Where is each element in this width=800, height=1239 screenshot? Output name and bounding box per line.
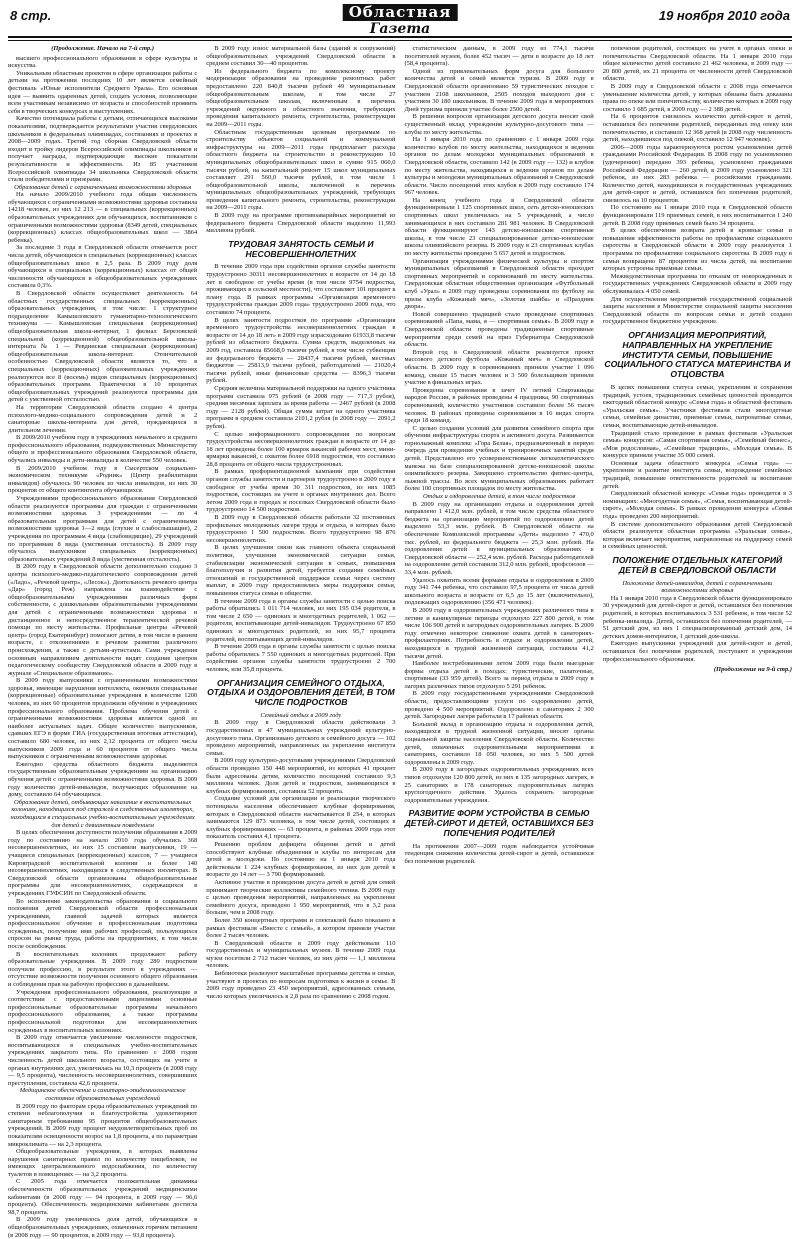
section-subheading: Отдых и оздоровление детей, в том числе подростков [422, 493, 576, 501]
logo-title: Областная [343, 4, 458, 21]
paragraph: высшего профессионального образования в сфере культуры и искусства. [8, 54, 198, 70]
paragraph: В 2009 году в оздоровительных учреждениях различного типа в летние и каникулярные периоды отдохнуло 227 800 детей, в том числе 106 900 детей в загородных оздоровительных лагерях. В 2009 году отмечено некоторое снижение охвата детей в санаториях-профилакториях. Потребность в отдыхе и оздоровлении детей, находящихся в трудной жизненной ситуации, составила 41,2 тысячи детей. [404, 606, 594, 660]
paragraph: С целью создания условий для развития семейного спорта при обучении инфраструктуры спорта и активного досуга. Развиваются горнолыжный комплекс «Гора Белая», предназначенный в первую очередь для проведения учебных и тренировочных занятий среди детей. Представлено его усовершенствование легкоатлетического манежа на базе специализированной детско-юношеской школы олимпийского резерва. Завершено строительство фитнес-центра, лыжной трассы. Во всех муниципальных образованиях работает более 100 спортивных площадок по месту жительства. [404, 424, 594, 493]
paragraph: На территории Свердловской области создано 4 центра психолого-медико-социального сопровождения детей и 2 санаторные школы-интерната для детей, нуждающихся в длительном лечении. [8, 403, 198, 434]
paragraph: Ежегодно средства областного бюджета выделяются государственным образовательным учреждениям на организацию обучения детей с ограниченными возможностями здоровья. В 2009 году количество детей-инвалидов, получающих образование на дому, составило 64 обучающихся. [8, 760, 198, 799]
paragraph: Создание условий для организации и реализации творческого потенциала населения обеспечивают клубные формирования, которых в Свердловской области насчитывается 8 254, в которых занимаются 129 873 человека, в том числе детей, состоящих в клубных формированиях — 63 процента, в районах 2009 года этот показатель составил 4,1 процента. [206, 795, 396, 841]
paragraph: Второй год в Свердловской области реализуется проект массового детского футбола «Кожаный мяч» в Свердловской области. В 2009 году в соревнованиях приняли участие 1 096 команд, свыше 15 тысяч человек и 3 500 болельщиков приняли участие в финальных играх. [404, 348, 594, 387]
section-subheading: Медицинское обеспечение и санитарно-эпидемиологическое состояние образовательных учреждений [19, 1087, 186, 1102]
paragraph: В течение 2009 года при содействии органов службы занятости трудоустроено 30311 несовершеннолетних в возрасте от 14 до 18 лет в свободное от учебы время (в том числе 9754 подростка, проживающих в сельской местности), что составляет 101 процент к плану года. В рамках программы «Организация временного трудоустройства граждан 2009 года» трудоустроено 2009 года, что составило 74 процента. [206, 263, 396, 316]
paragraph: Средняя величина материальной поддержки на одного участника программ составила 975 рублей (в 2008 году — 717,3 рубля), средняя месячная зарплата за время работы — 2467 рублей (в 2008 году — 2128 рублей). Общая сумма затрат на одного участника программ в среднем составила 2101,2 рубля (в 2008 году — 2091,2 рубля). [206, 384, 396, 430]
paragraph: В целях улучшения связи как главного объекта социальной политики, улучшения экономической ситуации семьи, стабилизации экономической ситуации в семьях, повышения благополучия и развития детей, требуется создание семейных отношений и государственной поддержки семьи через систему выплат, в 2009 году предоставлялись меры поддержки семьи, повышения статуса семьи в обществе. [206, 544, 396, 597]
paragraph: В 2009 году в Свердловской области с 2008 года отмечается уменьшение количества детей, у которых обязаны быть доказаны права по опеке или попечительству, количество которых в 2009 году составило 1 685 детей, в 2009 году — 2 388 детей. [602, 82, 792, 113]
paragraph: Одной из привлекательных форм досуга для большого количества детей и семей является туризм. В 2009 году в Свердловской области организовано 59 туристических походов с участием 2108 школьников, 2505 походов выходного дня с участием 30 180 школьников. В течение 2009 года в мероприятиях Дней туризма приняли участие более 2500 детей. [404, 67, 594, 113]
article-columns [8, 45, 792, 1239]
paragraph: В воспитательных колониях продолжают работу образовательные учреждения. В 2009 году 280 подростков получили профессию, в результате этого в учреждениях — отсутствие возможности получения основного общего образования и соблюдения прав на рабочую профессию в дальнейшем. [8, 950, 198, 989]
paragraph: В течение 2009 года в органы службы занятости с целью поиска работы обратились 1 011 714 человек, из них 195 034 родителя, в том числе 2 650 — одиноких и многодетных родителей, 1 062 — родители, воспитывающие детей-инвалидов. Трудоустроено 67 850 одиноких и многодетных родителей, из них 95,7 процента родителей, воспитывающих детей-инвалидов. [206, 597, 396, 643]
masthead [8, 4, 792, 38]
paragraph: В 2009 году на организацию отдыха и оздоровления детей направлено 1 412,0 млн. рублей, в том числе средства областного бюджета на организацию мероприятий по оздоровлению детей выделено 53,3 млн. рублей. В Свердловской области на обеспечение Комплексной программы «Дети» выделено 7 470,0 тыс. рублей, из федерального бюджета — 25,3 млн. рублей. На оздоровление детей в муниципальных образованиях в Свердловской области — 252,4 млн. рублей. Расходы работодателей на оздоровление детей составили 312,0 млн. рублей, профсоюзов — 33,4 млн. рублей. [404, 500, 594, 576]
paragraph: Учреждениями профессионального образования Свердловской области реализуются программы для граждан с ограниченными возможностями здоровья. З учреждениями — по 4 образовательным программам для детей с ограниченными возможностями здоровья 1—2 вида (глухие и слабослышащие), 2 учреждения по программам 4 вида (слабовидящие), 29 учреждений по программам 8 вида (умственная отсталость). В 2009 году обучалось выпускников специальных (коррекционных) образовательных учреждений 8 вида (умственная отсталость). [8, 495, 198, 563]
paragraph: В 2009 году износ материальной базы (зданий и сооружений) общеобразовательных учреждений Свердловской области в среднем составил 30—40 процентов. [206, 45, 396, 68]
paragraph: В 2009/2010 учебном году в Сысертском социально-экономическом техникуме «Родник» (Центр реабилитации инвалидов) обучалось 90 человек из числа инвалидов, из них 30 процентов от общего контингента обучающихся. [8, 464, 198, 495]
paragraph: На начало 2009/2010 учебного года общая численность обучающихся с ограниченными возможностями здоровья составила 14218 человек, из них 12 213 — в специальных (коррекционных) образовательных учреждениях для обучающихся, воспитанников с ограниченными возможностями здоровья (8349 детей, специальных (коррекционных) классах общеобразовательных школ — 3864 ребенка). [8, 191, 198, 244]
paragraph: попечения родителей, состоящих на учете в органах опеки и попечительства Свердловской области. На 1 января 2010 года общее количество детей составило 21 462 человека, в 2009 году — 20 800 детей, их 21 процента от численности детей Свердловской области. [602, 45, 792, 83]
paragraph: В 2009 году в Свердловской области дополнительно создано 3 центра психолого-медико-педагогического сопровождения детей («Ладо», «Речевой центр», «Лесок»). Деятельность речевого центра «Дар» (город Реж) направлена на взаимодействие с общеобразовательными учреждениями различных форм собственности, с дошкольными образовательными учреждениями для детей с ограниченными возможностями здоровья и дистанционное и непосредственное терапевтической речевой помощи по месту жительства. Профильные центры «Речевой центр» (город Екатеринбург) помогают детям, в том числе в раннем возрасте, с отклонениями в речевом развитии различного происхождения, а также с детьми-аутистами. Сами учреждения основным направлением деятельности видят создание центров педагогическому сообществу Свердловской области в 2009 году в журнале «Специальное образование». [8, 563, 198, 677]
paragraph: По состоянию на 1 января 2010 года в Свердловской области функционировали 119 приемных семей, в них воспитывается 1 240 детей. В 2008 году приемных семей было 34 процента. [602, 204, 792, 227]
paragraph: В 2009 году культурно-досуговыми учреждениями Свердловской области проведено 150 448 мероприятий, из которых 41 процент были адресованы детям, количество посещений составило 9,3 миллиона человек. Доля детей и подростков, занимающихся в клубных формированиях, составила 52 процента. [206, 757, 396, 795]
paragraph: Проведены соревнования в зачет IV летней Спартакиады народов России, в районах проведены 4 праздника, 90 спортивных соревнований, количество участников составило более 56 тысяч человек. В районах проведены соревнования в 16 видах спорта среди 18 команд. [404, 386, 594, 425]
paragraph: В Свердловской области в 2009 году действовали 110 государственных и муниципальных музеев. В течение 2009 года музеи посетили 2 712 тысяч человек, из них дети — 1,1 миллиона человек. [206, 939, 396, 970]
paragraph: На 1 января 2010 года в Свердловской области функционировало 30 учреждений для детей-сирот и детей, оставшихся без попечения родителей, в которых воспитывалось 3 531 ребенок, в том числе 52 ребенка-инвалида. Детей, оставшихся без попечения родителей, — 51 детский дом, из них 1 специализированный детский дом, 14 детских домов-интернатов, 1 детский дом-школа. [602, 594, 792, 640]
paragraph: В 2009/2010 учебном году в учреждениях начального и среднего профессионального образования, подведомственных Министерству общего и профессионального образования Свердловской области, обучались инвалиды и дети-инвалиды в количестве 550 человек. [8, 434, 198, 465]
section-subheading: Положение детей-инвалидов, детей с ограниченными возможностями здоровья [622, 579, 773, 595]
continuation-note: (Продолжение на 9-й стр.) [713, 666, 792, 674]
paragraph: Решению проблем дефицита общения детей и детей способствуют клубные объединения и клубы по интересам для детей и молодежи. По состоянию на 1 января 2010 года действовали 1 224 клубных формирования, из них для детей в возрасте до 14 лет — 3 790 формирований. [206, 840, 396, 879]
paragraph: Ежегодно выпускники учреждений для детей-сирот и детей, оставшихся без попечения родителей, поступают в учреждения профессионального образования. [602, 640, 792, 663]
paragraph: Библиотеки реализуют масштабные программы детства и семьи, участвуют в проектах по вопросам подготовки к жизни в семье. В 2009 году проведено 23 450 мероприятий, адресованных семьям, число которых увеличилось в 2,8 раза по сравнению с 2008 годом. [206, 970, 396, 1000]
paragraph: С 2005 года отмечается положительная динамика обеспеченности образовательных учреждений медицинскими кабинетами (в 2008 году — 94 процента, в 2009 году — 96,6 процента). Обеспеченность медицинскими кабинетами достигла 98,7 процента. [8, 1178, 198, 1216]
paragraph: В 2009 году государственными учреждениями Свердловской области, предоставляющими услуги по оздоровлению детей, проведено 4 500 мероприятий. Оздоровлено в санаториях 2 300 детей. Загородные лагеря работали в 17 районах области. [404, 690, 594, 721]
paragraph: Свердловский областной конкурс «Семья года» проводится в 3 номинациях: «Многодетная семья», «Семья, воспитывающая детей-сирот», «Молодая семья». В рамках проведения конкурса «Семья года» проведено 200 мероприятий. [602, 490, 792, 521]
paragraph: На 1 января 2010 года по сравнению с 1 января 2009 года количество клубов по месту жительства, находящихся в ведении органов по делам молодежи муниципальных образований в Свердловской области, составило 142 (в 2009 году — 132) и клубов по месту жительства, находящихся в ведении органов по делам культуры и молодежи муниципальных образований в Свердловской области. Число посещений этих клубов в 2009 году составило 174 967 человек. [404, 136, 594, 197]
paragraph: Основная задача областного конкурса «Семья года» — укрепление и развитие института семьи, возрождение семейных традиций, повышение ответственности родителей за воспитание детей. [602, 459, 792, 490]
paragraph: Организация учреждениями физической культуры и спортом муниципальных образований в Свердловской области проходит спортивных мероприятий и соревнований по месту жительства. Свердловская областная общественная организация «Футбольный клуб «Урал» в 2009 году проведены соревнования по футболу на призы клуба «Кожаный мяч», «Золотая шайба» и «Праздник двора». [404, 257, 594, 311]
column-4 [603, 45, 792, 1067]
masthead-divider [8, 40, 792, 41]
paragraph: С целью информационного сопровождения по вопросам трудоустройства несовершеннолетних граждан в возрасте от 14 до 18 лет проведены более 100 ярмарок вакансий рабочих мест, мини-ярмарки вакансий, с охватом более 6918 подростков, что составило 28,8 процента от общего числа трудоустроенных. [206, 430, 396, 468]
section-subheading: Образование детей, отбывающих наказание в воспитательных колониях, находящихся под стражей в следственных изоляторах, находящихся в специальных учебно-воспитательных учреждениях для детей с девиантным поведением [10, 798, 195, 829]
paragraph: В рамках профориентационной кампании при содействии органов службы занятости и партнеров трудоустроено в 2009 году в свободное от учебы время 30 311 подростков, из них 1085 подростков, состоящих на учете в органах внутренних дел. Всего летом 2009 года в городах и поселках Свердловской области было трудоустроено 14 500 подростков. [206, 468, 396, 514]
paragraph: Большой вклад в организацию отдыха и оздоровления детей, находящихся в трудной жизненной ситуации, вносят органы социальной защиты населения Свердловской области. Количество детей, охваченных оздоровительными мероприятиями в санаториях, составило 18 050 человек, из них 5 500 детей оздоровлены в 2009 году. [404, 720, 594, 766]
paragraph: Более 350 концертных программ и спектаклей было показано в рамках фестиваля «Вместе с семьей», в котором приняли участие более 2 тысяч человек. [206, 916, 396, 940]
paragraph: Традицией стало проведение в рамках фестиваля «Уральская семья» конкурсов: «Самая спортивная семья», «Семейный бизнес», «Моя родословная», «Семейные традиции», «Молодая семья». В конкурсе приняли участие 35 000 семей. [602, 429, 792, 460]
column-3 [405, 45, 594, 1067]
paragraph: Новой совершенно традицией стало проведение спортивных соревнований «Папа, мама, я — спортивная семья». В 2009 году в Свердловской области проведены традиционные спортивные мероприятия среди семей на приз Губернатора Свердловской области. [404, 310, 594, 349]
paragraph: В целях обеспечения доступности получения образования в 2009 году по состоянию на начало 2010 года обучались 368 несовершеннолетних, из них 15 составили выпускники, 19 — учащиеся специальных (коррекционных) классов, 7 — учащиеся Кировградской воспитательной колонии и более 140 несовершеннолетних, находящихся в следственных изоляторах. В Свердловской области организованы общеобразовательные программы для несовершеннолетних, содержащихся в учреждениях ГУФСИН по Свердловской области. [8, 829, 198, 897]
paragraph: В 2009 году по факторам среды образовательных учреждений по степени неблагополучия и благоустройства удовлетворяют санитарным требованиям 95 процентов общеобразовательных учреждений. В 2009 году процент неудовлетворительных проб по показателям освещенности возрос на 1,8 процента, а по параметрам микроклимата — на 2,3 процента. [8, 1102, 198, 1148]
paragraph: Активное участие в проведении досуга детей и детей для семей принимают творческие коллективы семейного чтения. В 2009 году с целью проведения мероприятий, направленных на укрепление семейного досуга, проведено 1 950 мероприятий, что в 3,2 раза больше, чем в 2008 году. [206, 878, 396, 917]
logo-subtitle: Газета [369, 21, 431, 37]
paragraph: Учреждения профессионального образования, реализующие в соответствии с предоставленными лицензиями основные профессиональные образовательные программы начального профессионального образования, а также программы профессиональной подготовки для несовершеннолетних осужденных в воспитательных колониях. [8, 988, 198, 1034]
section-heading: ТРУДОВАЯ ЗАНЯТОСТЬ СЕМЬИ И НЕСОВЕРШЕННОЛЕТНИХ [228, 238, 374, 259]
paragraph: Из федерального бюджета по комплексному проекту модернизации образования на проведение ремонтных работ предоставлено 220 840,8 тысячи рублей 49 муниципальным общеобразовательным школам, в том числе 27 общеобразовательным школам, включенным в перечень учреждений окружного и областного значения, требующих проведения капитального ремонта, строительства, реконструкции на 2009—2011 годы. [206, 67, 396, 128]
section-heading: РАЗВИТИЕ ФОРМ УСТРОЙСТВА В СЕМЬЮ ДЕТЕЙ-СИРОТ И ДЕТЕЙ, ОСТАВШИХСЯ БЕЗ ПОПЕЧЕНИЯ РОДИТЕЛЕЙ [404, 808, 594, 838]
section-subheading: Образование детей с ограниченными возможностями здоровья [14, 183, 192, 191]
continuation-note: (Продолжение. Начало на 7-й стр.) [51, 45, 155, 52]
paragraph: В целях занятости подростков по программе «Организация временного трудоустройства несовершеннолетних граждан в возрасте от 14 до 18 лет» в 2009 году израсходовано 61933,8 тысячи рублей из областного бюджета. Сумма средств, выделенных на 2009 год, составила 85668,0 тысячи рублей, в том числе субвенции из федерального бюджета — 28437,4 тысячи рублей, местных бюджетов — 25813,9 тысячи рублей, работодателей — 21020,4 тысячи рублей, иные финансовые средства — 8396,3 тысячи рублей. [206, 316, 396, 385]
paragraph: В 2009 году в загородных оздоровительных учреждениях всех типов отдохнули 120 800 детей, из них в 135 загородных лагерях, в 25 санаториях и 178 санаторных оздоровительных лагерях круглогодичного действия. Удалось сохранить загородные оздоровительные учреждения. [404, 766, 594, 804]
paragraph: В 2009 году в Свердловской области действовали 3 государственных и 47 муниципальных учреждений культурно-досугового типа. Организовано детского и семейного досуга — 102 проведено мероприятий, направленных на укрепление института семьи. [206, 719, 396, 757]
paragraph: В 2009 году увеличилось доля детей, обучающихся в общеобразовательных учреждениях, охваченных горячим питанием (в 2008 году — 90 процентов, в 2009 году — 93,8 процента). [8, 1216, 198, 1239]
paragraph: Наиболее востребованными летом 2009 года были выездные формы отдыха детей в походах: туристические, палаточные, спортивные (33 959 детей). Всего за период отдыха в 2009 году в лагерях различных типов отдохнуло 5 291 ребенок. [404, 660, 594, 690]
paragraph: В целях обеспечения возврата детей в кровные семьи и повышения эффективности работы по профилактике социального сиротства в Свердловской области в 2009 году реализуется 1 программа по профилактике социального сиротства. В 2009 году в семьи возвращено 87 процентов из числа детей, на воспитание которых устроены приемные семьи. [602, 227, 792, 273]
paragraph: В течение 2009 года в органы службы занятости с целью поиска работы обратились 7 550 одиноких и многодетных родителей. При содействии органов службы занятости трудоустроено 2 700 человек, или 35,8 процента. [206, 643, 396, 673]
paragraph: За последние 3 года в Свердловской области отмечается рост числа детей, обучающихся в специальных (коррекционных) классах общеобразовательных школ в 2,5 раза. В 2009 году доля обучающихся в специальных (коррекционных) классах от общей численности обучающихся в общеобразовательных учреждениях составила 0,3%. [8, 244, 198, 290]
paragraph: В 2009 году отмечается увеличение численности подростков, воспитывающихся в специальных учебно-воспитательных учреждениях закрытого типа. По сравнению с 2008 годом численность детей школьного возраста, состоящих на учете в органах внутренних дел, увеличилась на 10,3 процента (в 2008 году — 9,5 процента), численность несовершеннолетних, совершивших преступления, составила 42,6 процента. [8, 1034, 198, 1087]
paragraph: В целях повышения статуса семьи, укрепления и сохранения традиций, устоев, традиционных семейных ценностей проводится ежегодный областной конкурс «Семья года» и областной фестиваль «Уральская семья». Участники фестиваля стали многодетные семьи, семейные династии, приемные семьи, патронатные семьи, семьи, воспитывающие детей-инвалидов. [602, 383, 792, 429]
paragraph: Уникальным областным проектом в сфере организации работы с детьми на протяжении последних 10 лет является семейный фестиваль «Юные исполнители Среднего Урала». Его основная идея — выявить одаренных детей, создать условия, позволяющие всем участникам независимо от возраста и способностей проявить себя в творческих конкурсах и выступлениях. [8, 69, 198, 115]
column-1 [8, 45, 198, 1239]
paragraph: 2006—2009 годы характеризуются ростом усыновления детей гражданами Российской Федерации. В 2008 году по усыновлению (удочерению) передано 393 ребенка, усыновлено гражданами Российской Федерации — 260 детей, в 2009 году усыновлено 321 ребенок, из них 283 ребенка — российскими гражданами. Количество детей, находившихся в государственных учреждениях для детей-сирот и детей, оставшихся без попечения родителей, снизилось на 10 процентов. [602, 143, 792, 204]
section-subheading: Семейный отдых в 2009 году [260, 711, 342, 719]
section-heading: ОРГАНИЗАЦИЯ МЕРОПРИЯТИЙ, НАПРАВЛЕННЫХ НА УКРЕПЛЕНИЕ ИНСТИТУТА СЕМЬИ, ПОВЫШЕНИЕ СОЦИАЛЬНОГО СТАТУСА МАТЕРИНСТВА И ОТЦОВСТВА [604, 329, 791, 380]
paragraph: Общеобразовательные учреждения, в которых выявлены нарушения санитарных правил по количеству пищеблоков, не имеющих централизованного водоснабжения, по количеству туалетов в помещениях — на 3,2 процента. [8, 1148, 198, 1178]
column-2 [206, 45, 395, 1067]
paragraph: Во исполнение законодательства образования и социального положения детей Свердловской области профессиональная учреждениями, главной задачей которых является профессиональное обучение и профессиональная подготовка осужденных, получение ими рабочих профессий, пользующихся спросом на рынке труда, работы на предприятиях, в том числе после освобождения. [8, 897, 198, 951]
paragraph: Удалось охватить всеми формами отдыха и оздоровления в 2009 году 341 744 ребенка, что составило 97,5 процента от числа детей школьного возраста в возрасте от 6,5 до 15 лет (включительно), подлежащих оздоровлению (356 471 человек). [404, 576, 594, 607]
paragraph: Межведомственная программа по отказам от новорожденных в государственных учреждениях Свердловской области в 2009 году обслуживалась 4 050 семей. [602, 272, 792, 295]
paragraph: На конец учебного года в Свердловской области функционировали 1 125 спортивных школ, сеть детско-юношеских спортивных школ увеличилась на 5 учреждений, а число занимающихся в них составило 281 981 человек. В Свердловской области функционируют 143 детско-юношеские спортивные школы, в том числе 23 специализированные детско-юношеские школы олимпийского резерва. В 2009 году в 23 спортивных клубах по месту жительства проведено 5 657 детей и подростков. [404, 196, 594, 258]
paragraph: В 2009 году на программе противоаварийных мероприятий из федерального бюджета Свердловской области выделено 11,993 миллиона рублей. [206, 212, 396, 235]
paragraph: На 6 процентов снизилось количество детей-сирот и детей, оставшихся без попечения родителей, переданных под опеку или попечительство, и составило 12 368 детей (в 2008 году численность детей, находившихся под опекой, составило 12 947 человек). [602, 113, 792, 144]
paragraph: В системе дополнительного образования детей Свердловской области реализуется областная программа «Уральская семья», которая включает мероприятия, направленные на поддержку семей и семейных ценностей. [602, 520, 792, 551]
paragraph: Областным государственным целевым программам по строительству объектов социальной и коммунальной инфраструктуры на 2009—2011 годы предполагает расходы областного бюджета на строительство и реконструкцию 10 муниципальных общеобразовательных школ в сумме 915 060,0 тысячи рублей, на капитальный ремонт 15 школ муниципальных составляет 291 560,0 тысячи рублей, в том числе 1 общеобразовательной школы, включенной в перечень муниципальных общеобразовательных учреждений, требующих проведения капитального ремонта, строительства, реконструкции на 2009—2011 годы. [206, 128, 396, 212]
paragraph: В решении вопросов организации детского досуга вносят свой существенный вклад учреждения культурно-досугового типа — клубы по месту жительства. [404, 113, 594, 136]
paragraph: В Свердловской области осуществляет деятельность 64 областных государственных специальных (коррекционных) образовательных учреждения, в том числе: 1 структурное подразделение Камышловского гуманитарно-технологического техникума — Камышловская специальная (коррекционная) общеобразовательная школа-интернат, 1 филиал Березовской специальной (коррекционной) общеобразовательной школы-интерната № 1 — Ревдинская специальная (коррекционная) общеобразовательная школа-интернат. Отличительной особенностью Свердловской области является то, что в специальных (коррекционных) образовательных учреждениях реализуются все 8 (восемь) видов специальных (коррекционных) образовательных программ. Практически в 10 процентах общеобразовательных учреждений реализуются программы для детей с умственной отсталостью. [8, 290, 198, 404]
paragraph: Качество потенциала работы с детьми, отличающихся высокими показателями, подтверждается результатами участия свердловских школьников в федеральных олимпиадах, состязаниях и проектах в 2008—2009 годах. Третий год сборная Свердловской области входит в тройку лидеров Всероссийской олимпиады школьников и получает награды, подтверждающие высокие показатели результативности и эффективности. Из 85 участников Всероссийской олимпиады 34 школьника Свердловской области стали победителями и призерами. [8, 115, 198, 184]
paragraph: На протяжении 2007—2009 годов наблюдается устойчивая тенденция снижения количества детей-сирот и детей, оставшихся без попечения родителей. [404, 842, 594, 865]
paragraph: В 2009 году в Свердловской области работали 32 постоянных профильных молодежных лагеря труда и отдыха, в которых было трудоустроено 1 500 подростков. Всего трудоустроено 98 876 несовершеннолетних. [206, 514, 396, 544]
paragraph: В 2009 году выпускники с ограниченными возможностями здоровья, имеющие нарушения интеллекта, окончили специальные (коррекционные) образовательные учреждения в количестве 1200 человек, из них 60 процентов продолжили обучение в учреждениях профессионального образования. Проблема обучения детей с ограниченными возможностями здоровья является одной из наиболее актуальных задач. Общее количество выпускников, сдавших ЕГЭ в форме ГИА (государственная итоговая аттестация), составило 680 человек, из них 2,12 процента от общего числа выпускников 2009 года и 60 процентов от общего числа выпускников с ограниченными возможностями здоровья. [8, 677, 198, 761]
newspaper-logo [343, 4, 458, 37]
section-heading: ПОЛОЖЕНИЕ ОТДЕЛЬНЫХ КАТЕГОРИЙ ДЕТЕЙ В СВЕРДЛОВСКОЙ ОБЛАСТИ [612, 555, 783, 575]
paragraph: Для осуществления мероприятий государственной социальной защиты населения в Министерстве социальной защиты населения Свердловской области по вопросам семьи и детей создано государственное бюджетное учреждение. [602, 295, 792, 326]
paragraph: статистическим данным, в 2009 году из 774,1 тысячи посетителей музеев, более 452 тысяч — дети в возрасте до 18 лет (58,4 процента). [404, 45, 594, 68]
section-heading: ОРГАНИЗАЦИЯ СЕМЕЙНОГО ОТДЫХА, ОТДЫХА И ОЗДОРОВЛЕНИЯ ДЕТЕЙ, В ТОМ ЧИСЛЕ ПОДРОСТКОВ [207, 677, 395, 708]
issue-date: 19 ноября 2010 года [658, 8, 790, 23]
page-number: 8 стр. [10, 8, 52, 23]
